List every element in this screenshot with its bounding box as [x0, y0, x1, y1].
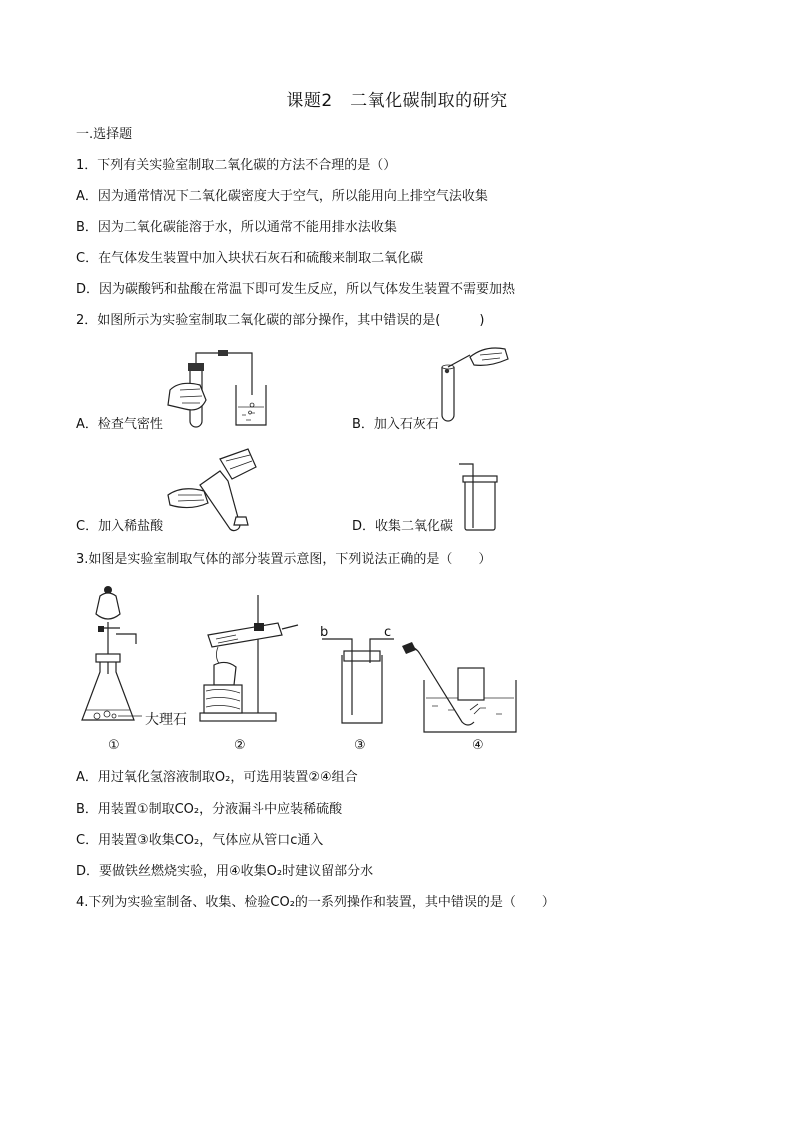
q2-option-d: D．收集二氧化碳: [352, 519, 454, 534]
device-1-number: ①: [108, 738, 120, 753]
marble-label: 大理石: [145, 712, 187, 728]
q1-option-b: B．因为二氧化碳能溶于水，所以通常不能用排水法收集: [76, 220, 397, 235]
port-c-label: c: [384, 625, 392, 640]
airtightness-check-figure: [160, 345, 270, 430]
q1-option-c: C．在气体发生装置中加入块状石灰石和硫酸来制取二氧化碳: [76, 251, 424, 266]
port-b-label: b: [320, 625, 329, 640]
page-title: 课题2 二氧化碳制取的研究: [286, 91, 508, 111]
q3-stem: 3.如图是实验室制取气体的部分装置示意图，下列说法正确的是（ ）: [76, 552, 492, 567]
q3-option-b: B．用装置①制取CO₂，分液漏斗中应装稀硫酸: [76, 802, 343, 817]
device-2-heating-setup: [196, 595, 306, 730]
add-limestone-figure: [430, 345, 520, 425]
q1-option-a: A．因为通常情况下二氧化碳密度大于空气，所以能用向上排空气法收集: [76, 189, 488, 204]
device-4-number: ④: [472, 738, 484, 753]
device-4-water-trough: [400, 640, 520, 735]
device-1-flask-funnel: [80, 582, 190, 732]
q3-option-a: A．用过氧化氢溶液制取O₂，可选用装置②④组合: [76, 770, 358, 785]
section-heading: 一.选择题: [76, 127, 133, 142]
q3-option-d: D．要做铁丝燃烧实验，用④收集O₂时建议留部分水: [76, 864, 374, 879]
q2-option-a: A．检查气密性: [76, 417, 163, 432]
q2-stem: 2．如图所示为实验室制取二氧化碳的部分操作，其中错误的是( ): [76, 313, 485, 328]
q2-option-b: B．加入石灰石: [352, 417, 439, 432]
device-3-number: ③: [354, 738, 366, 753]
collect-co2-figure: [455, 460, 515, 535]
q1-option-d: D．因为碳酸钙和盐酸在常温下即可发生反应，所以气体发生装置不需要加热: [76, 282, 516, 297]
q4-stem: 4.下列为实验室制备、收集、检验CO₂的一系列操作和装置，其中错误的是（ ）: [76, 895, 555, 910]
q2-option-c: C．加入稀盐酸: [76, 519, 164, 534]
q1-stem: 1．下列有关实验室制取二氧化碳的方法不合理的是（）: [76, 158, 397, 173]
q3-option-c: C．用装置③收集CO₂，气体应从管口c通入: [76, 833, 324, 848]
device-2-number: ②: [234, 738, 246, 753]
add-dilute-hcl-figure: [160, 445, 270, 535]
